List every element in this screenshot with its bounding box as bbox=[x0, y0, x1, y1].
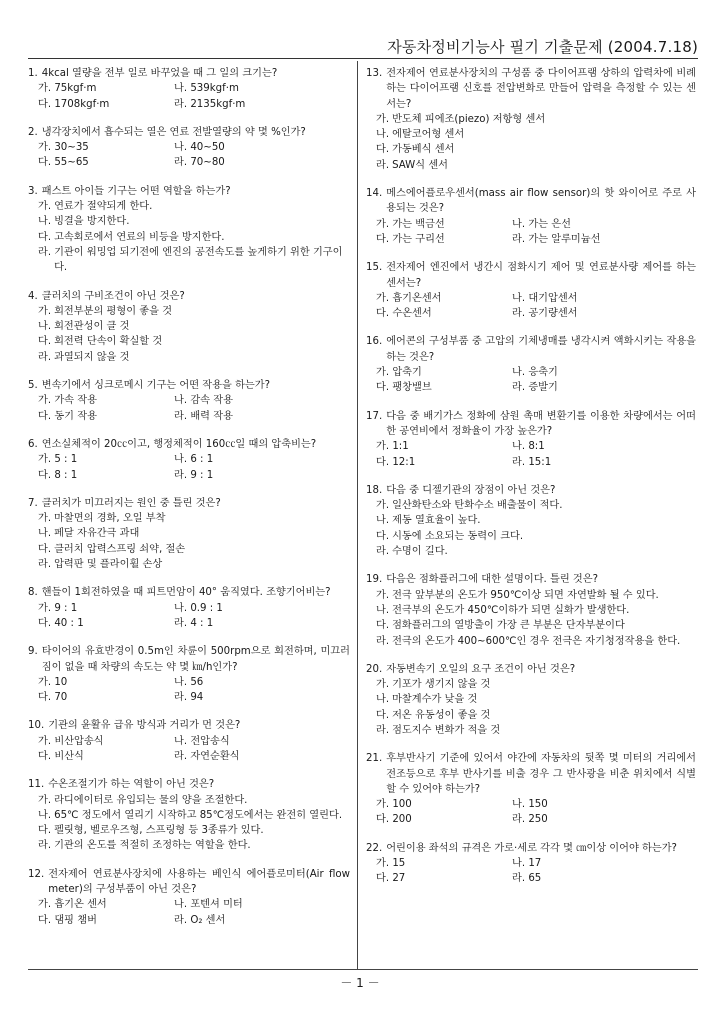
answer-option bbox=[366, 498, 696, 513]
question-item bbox=[366, 186, 696, 247]
option-row bbox=[28, 913, 350, 928]
option-label: 가. bbox=[376, 679, 390, 691]
question-number: 5. bbox=[28, 380, 38, 392]
question-item bbox=[28, 125, 350, 171]
option-label: 라. bbox=[376, 159, 390, 171]
answer-option: 다. 55~65 bbox=[38, 157, 89, 169]
answer-option bbox=[28, 230, 350, 245]
option-text: 회전력 단속이 확실할 것 bbox=[54, 336, 163, 348]
answer-option: 나. 0.9 : 1 bbox=[174, 602, 223, 614]
answer-option bbox=[366, 618, 696, 633]
question-text: 전자제어 연료분사장치에 사용하는 베인식 에어플로미터(Air flow meter)의 구성부품이 아닌 것은? bbox=[48, 868, 350, 896]
answer-option: 다. 1708kgf·m bbox=[38, 98, 110, 110]
answer-option bbox=[366, 603, 696, 618]
header-rule bbox=[28, 58, 698, 59]
option-label: 가. bbox=[376, 113, 390, 125]
question-text-row bbox=[28, 289, 350, 304]
question-number: 10. bbox=[28, 720, 45, 732]
question-text-row bbox=[28, 125, 350, 140]
question-number: 17. bbox=[366, 410, 383, 422]
answer-option bbox=[366, 127, 696, 142]
option-text: 기관의 온도를 적절히 조정하는 역할을 한다. bbox=[54, 840, 251, 852]
option-label: 나. bbox=[38, 216, 52, 228]
option-text: 기관이 워밍업 되기전에 엔진의 공전속도를 높게하기 위한 기구이다. bbox=[54, 246, 343, 274]
option-text: 제동 열효율이 높다. bbox=[392, 515, 481, 527]
question-text-row bbox=[366, 409, 696, 440]
question-text: 클러치의 구비조건이 아닌 것은? bbox=[41, 290, 185, 302]
option-text: 점도지수 변화가 적을 것 bbox=[392, 724, 501, 736]
answer-option: 라. 70~80 bbox=[174, 157, 225, 169]
question-text-row bbox=[366, 572, 696, 587]
option-label: 가. bbox=[376, 500, 390, 512]
question-text: 에어콘의 구성부품 중 고압의 기체냉매를 냉각시켜 액화시키는 작용을 하는 것은? bbox=[386, 336, 696, 363]
answer-option bbox=[366, 529, 696, 544]
option-text: 페달 자유간극 과대 bbox=[54, 528, 140, 540]
question-item bbox=[28, 289, 350, 365]
option-row bbox=[28, 897, 350, 912]
answer-option bbox=[28, 199, 350, 214]
answer-option: 라. 4 : 1 bbox=[174, 617, 214, 629]
question-number: 2. bbox=[28, 126, 38, 138]
answer-option: 가. 5 : 1 bbox=[38, 454, 78, 466]
question-item bbox=[28, 496, 350, 572]
question-text-row bbox=[28, 644, 350, 675]
question-number: 9. bbox=[28, 646, 38, 658]
option-text: 수명이 길다. bbox=[392, 546, 448, 558]
question-number: 12. bbox=[28, 868, 45, 880]
answer-option: 가. 압축기 bbox=[376, 367, 422, 379]
question-text: 전자제어 연료분사장치의 구성품 중 다이어프램 상하의 압력차에 비례하는 다이어프램 신호를 전압변화로 만들어 압력을 측정할 수 있는 센서는? bbox=[386, 68, 696, 110]
answer-option bbox=[366, 634, 696, 649]
question-number: 18. bbox=[366, 484, 383, 496]
question-text-row bbox=[366, 260, 696, 291]
answer-option bbox=[28, 511, 350, 526]
option-text: 65℃ 정도에서 열리기 시작하고 85℃정도에서는 완전히 열린다. bbox=[54, 809, 343, 821]
option-label: 나. bbox=[38, 809, 52, 821]
option-label: 가. bbox=[38, 513, 52, 525]
answer-option: 라. 94 bbox=[174, 692, 204, 704]
option-text: 펠릿형, 벨로우즈형, 스프링형 등 3종류가 있다. bbox=[54, 825, 264, 837]
question-text: 다음 중 디젤기관의 장점이 아닌 것은? bbox=[386, 484, 556, 496]
option-text: 라디에이터로 유입되는 물의 양을 조절한다. bbox=[54, 794, 248, 806]
page-number: － 1 － bbox=[340, 976, 380, 990]
answer-option: 다. 댐핑 챔버 bbox=[38, 914, 97, 926]
question-item bbox=[366, 409, 696, 470]
answer-option: 가. 75kgf·m bbox=[38, 83, 97, 95]
answer-option: 가. 30~35 bbox=[38, 142, 89, 154]
option-text: 회전부분의 평형이 좋을 것 bbox=[54, 305, 173, 317]
option-text: 전극의 온도가 400~600℃인 경우 전극은 자기청정작용을 한다. bbox=[392, 635, 681, 647]
answer-option bbox=[28, 214, 350, 229]
question-number: 6. bbox=[28, 438, 38, 450]
answer-option bbox=[366, 112, 696, 127]
option-text: 전극부의 온도가 450℃이하가 되면 실화가 발생한다. bbox=[392, 604, 630, 616]
answer-option: 다. 12:1 bbox=[376, 456, 416, 468]
answer-option bbox=[366, 692, 696, 707]
option-row bbox=[28, 601, 350, 616]
option-label: 가. bbox=[38, 201, 52, 213]
option-row bbox=[28, 468, 350, 483]
option-row bbox=[366, 856, 696, 871]
answer-option bbox=[28, 838, 350, 853]
question-item bbox=[366, 841, 696, 887]
answer-option bbox=[28, 823, 350, 838]
option-label: 라. bbox=[38, 246, 52, 258]
question-text-row bbox=[28, 718, 350, 733]
answer-option bbox=[28, 304, 350, 319]
option-row bbox=[366, 797, 696, 812]
option-row bbox=[28, 452, 350, 467]
option-label: 다. bbox=[38, 543, 52, 555]
option-text: 반도체 피에조(piezo) 저항형 센서 bbox=[392, 113, 546, 125]
option-label: 다. bbox=[38, 231, 52, 243]
option-label: 나. bbox=[38, 321, 52, 333]
answer-option bbox=[366, 588, 696, 603]
option-row bbox=[28, 409, 350, 424]
option-label: 나. bbox=[376, 129, 390, 141]
answer-option: 나. 대기압센서 bbox=[512, 292, 578, 304]
question-text-row bbox=[366, 483, 696, 498]
question-text: 연소실체적이 20㏄이고, 행정체적이 160㏄일 때의 압축비는? bbox=[41, 438, 317, 450]
option-row bbox=[366, 217, 696, 232]
option-text: 고속회로에서 연료의 비등을 방지한다. bbox=[54, 231, 225, 243]
question-text: 어린이용 좌석의 규격은 가로·세로 각각 몇 ㎝이상 이어야 하는가? bbox=[386, 842, 677, 854]
answer-option: 라. 65 bbox=[512, 873, 542, 885]
answer-option: 다. 27 bbox=[376, 873, 406, 885]
answer-option bbox=[28, 793, 350, 808]
answer-option: 다. 8 : 1 bbox=[38, 469, 78, 481]
question-text-row bbox=[366, 186, 696, 217]
option-label: 가. bbox=[376, 589, 390, 601]
question-item bbox=[28, 777, 350, 853]
option-row bbox=[366, 455, 696, 470]
answer-option bbox=[28, 542, 350, 557]
option-text: 마찰계수가 낮을 것 bbox=[392, 694, 478, 706]
answer-option: 라. 공기량센서 bbox=[512, 308, 578, 320]
question-number: 14. bbox=[366, 188, 383, 200]
answer-option: 다. 가는 구리선 bbox=[376, 233, 445, 245]
question-number: 1. bbox=[28, 68, 38, 79]
question-item bbox=[366, 662, 696, 738]
option-row bbox=[366, 232, 696, 247]
answer-option: 다. 팽창밸브 bbox=[376, 382, 432, 394]
option-text: SAW식 센서 bbox=[392, 159, 448, 171]
question-text: 클러치가 미끄러지는 원인 중 틀린 것은? bbox=[41, 497, 221, 509]
answer-option: 가. 10 bbox=[38, 676, 68, 688]
option-label: 라. bbox=[376, 546, 390, 558]
option-row bbox=[28, 690, 350, 705]
answer-option bbox=[366, 723, 696, 738]
option-label: 가. bbox=[38, 305, 52, 317]
option-text: 일산화탄소와 탄화수소 배출물이 적다. bbox=[392, 500, 563, 512]
answer-option: 가. 100 bbox=[376, 799, 412, 811]
option-label: 다. bbox=[38, 336, 52, 348]
question-item bbox=[366, 260, 696, 321]
answer-option bbox=[28, 808, 350, 823]
question-item bbox=[366, 334, 696, 395]
option-text: 점화플러그의 열방출이 가장 큰 부분은 단자부분이다 bbox=[392, 620, 625, 632]
answer-option bbox=[366, 142, 696, 157]
option-label: 다. bbox=[38, 825, 52, 837]
answer-option: 가. 흡기온센서 bbox=[376, 292, 442, 304]
question-item bbox=[28, 644, 350, 705]
question-item bbox=[366, 572, 696, 648]
option-text: 전극 앞부분의 온도가 950℃이상 되면 자연발화 될 수 있다. bbox=[392, 589, 659, 601]
question-item bbox=[28, 585, 350, 631]
answer-option: 나. 539kgf·m bbox=[174, 83, 239, 95]
option-label: 가. bbox=[38, 794, 52, 806]
answer-option: 가. 비산압송식 bbox=[38, 735, 104, 747]
option-label: 다. bbox=[376, 530, 390, 542]
question-item bbox=[28, 718, 350, 764]
option-row bbox=[28, 675, 350, 690]
option-label: 라. bbox=[376, 635, 390, 647]
right-column bbox=[366, 66, 696, 900]
question-number: 21. bbox=[366, 753, 383, 765]
question-number: 13. bbox=[366, 68, 383, 79]
option-label: 나. bbox=[38, 528, 52, 540]
option-row bbox=[366, 306, 696, 321]
question-text-row bbox=[28, 437, 350, 452]
option-row bbox=[28, 616, 350, 631]
question-item bbox=[28, 184, 350, 276]
question-number: 7. bbox=[28, 497, 38, 509]
option-row bbox=[366, 365, 696, 380]
answer-option: 나. 가는 은선 bbox=[512, 218, 571, 230]
answer-option: 라. 250 bbox=[512, 814, 548, 826]
answer-option: 나. 포텐셔 미터 bbox=[174, 899, 243, 911]
question-text-row bbox=[366, 841, 696, 856]
answer-option bbox=[366, 158, 696, 173]
option-label: 나. bbox=[376, 604, 390, 616]
question-number: 11. bbox=[28, 779, 45, 791]
option-row bbox=[28, 81, 350, 96]
answer-option: 나. 150 bbox=[512, 799, 548, 811]
option-row bbox=[366, 380, 696, 395]
question-item bbox=[366, 483, 696, 559]
answer-option: 라. 15:1 bbox=[512, 456, 552, 468]
answer-option: 나. 17 bbox=[512, 858, 542, 870]
option-text: 클러치 압력스프링 쇠약, 절손 bbox=[54, 543, 186, 555]
question-number: 3. bbox=[28, 185, 38, 197]
answer-option: 가. 가속 작용 bbox=[38, 395, 97, 407]
option-text: 빙결을 방지한다. bbox=[54, 216, 130, 228]
option-row bbox=[28, 97, 350, 112]
option-label: 나. bbox=[376, 515, 390, 527]
question-text: 메스에어플로우센서(mass air flow sensor)의 핫 와이어로 주로 사용되는 것은? bbox=[386, 188, 696, 215]
question-text: 기관의 윤활유 급유 방식과 거리가 먼 것은? bbox=[48, 720, 241, 732]
option-row bbox=[28, 155, 350, 170]
question-text: 패스트 아이들 기구는 어떤 역할을 하는가? bbox=[41, 185, 231, 197]
option-text: 에탈코어형 센서 bbox=[392, 129, 465, 141]
question-item bbox=[366, 66, 696, 173]
answer-option bbox=[28, 245, 350, 276]
answer-option: 가. 흡기온 센서 bbox=[38, 899, 107, 911]
question-text-row bbox=[366, 662, 696, 677]
question-text-row bbox=[366, 751, 696, 797]
answer-option: 라. 9 : 1 bbox=[174, 469, 214, 481]
answer-option bbox=[366, 708, 696, 723]
option-row bbox=[28, 734, 350, 749]
question-text-row bbox=[28, 378, 350, 393]
question-text-row bbox=[28, 66, 350, 81]
option-text: 압력판 및 플라이휠 손상 bbox=[54, 559, 163, 571]
option-text: 기포가 생기지 않을 것 bbox=[392, 679, 491, 691]
answer-option: 나. 전압송식 bbox=[174, 735, 230, 747]
question-number: 22. bbox=[366, 842, 383, 854]
answer-option bbox=[28, 350, 350, 365]
option-text: 회전관성이 클 것 bbox=[54, 321, 130, 333]
answer-option: 다. 수온센서 bbox=[376, 308, 432, 320]
question-text: 다음은 점화플러그에 대한 설명이다. 틀린 것은? bbox=[386, 574, 599, 586]
column-divider bbox=[357, 61, 358, 969]
page-title: 자동차정비기능사 필기 기출문제 (2004.7.18) bbox=[387, 38, 698, 56]
option-text: 가동베식 센서 bbox=[392, 144, 455, 156]
option-row bbox=[28, 140, 350, 155]
answer-option: 다. 200 bbox=[376, 814, 412, 826]
option-text: 저온 유동성이 좋을 것 bbox=[392, 709, 491, 721]
answer-option: 라. 가는 알루미늄선 bbox=[512, 233, 601, 245]
option-row bbox=[28, 393, 350, 408]
answer-option: 라. 자연순환식 bbox=[174, 750, 240, 762]
option-label: 라. bbox=[38, 351, 52, 363]
option-row bbox=[366, 812, 696, 827]
answer-option bbox=[28, 319, 350, 334]
question-item bbox=[28, 437, 350, 483]
option-label: 다. bbox=[376, 709, 390, 721]
question-text: 자동변속기 오일의 요구 조건이 아닌 것은? bbox=[386, 663, 576, 675]
answer-option: 가. 1:1 bbox=[376, 441, 409, 453]
question-text-row bbox=[366, 334, 696, 365]
answer-option: 다. 70 bbox=[38, 692, 68, 704]
question-text: 다음 중 배기가스 정화에 삼원 촉매 변환기를 이용한 차량에서는 어떠한 공연비에서 정화율이 가장 높은가? bbox=[386, 410, 696, 437]
question-text: 변속기에서 싱크로메시 기구는 어떤 작용을 하는가? bbox=[41, 380, 270, 392]
answer-option: 나. 56 bbox=[174, 676, 204, 688]
question-text: 타이어의 유효반경이 0.5m인 차륜이 500rpm으로 회전하며, 미끄러짐이 없을 때 차량의 속도는 약 몇 ㎞/h인가? bbox=[41, 646, 350, 673]
option-row bbox=[28, 749, 350, 764]
option-label: 라. bbox=[38, 559, 52, 571]
question-number: 19. bbox=[366, 574, 383, 586]
answer-option: 가. 가는 백금선 bbox=[376, 218, 445, 230]
question-item bbox=[28, 378, 350, 424]
answer-option bbox=[366, 544, 696, 559]
answer-option bbox=[28, 526, 350, 541]
option-row bbox=[366, 871, 696, 886]
option-text: 연료가 절약되게 한다. bbox=[54, 201, 153, 213]
question-text: 냉각장치에서 흡수되는 열은 연료 전발열량의 약 몇 %인가? bbox=[41, 126, 306, 138]
option-label: 다. bbox=[376, 144, 390, 156]
question-item bbox=[28, 867, 350, 928]
question-text-row bbox=[28, 184, 350, 199]
left-column bbox=[28, 66, 350, 941]
question-text-row bbox=[366, 66, 696, 112]
option-label: 라. bbox=[376, 724, 390, 736]
answer-option: 나. 응축기 bbox=[512, 367, 558, 379]
question-number: 20. bbox=[366, 663, 383, 675]
option-label: 라. bbox=[38, 840, 52, 852]
question-text-row bbox=[28, 585, 350, 600]
question-item bbox=[28, 66, 350, 112]
answer-option bbox=[366, 513, 696, 528]
question-text: 핸들이 1회전하였을 때 피트먼암이 40° 움직였다. 조향기어비는? bbox=[41, 587, 331, 599]
answer-option: 가. 15 bbox=[376, 858, 406, 870]
footer-rule bbox=[28, 969, 698, 970]
answer-option bbox=[28, 557, 350, 572]
answer-option: 다. 40 : 1 bbox=[38, 617, 84, 629]
answer-option: 다. 비산식 bbox=[38, 750, 84, 762]
answer-option: 나. 8:1 bbox=[512, 441, 545, 453]
option-row bbox=[366, 291, 696, 306]
question-text-row bbox=[28, 777, 350, 792]
question-text: 수온조절기가 하는 역할이 아닌 것은? bbox=[48, 779, 215, 791]
question-number: 8. bbox=[28, 587, 38, 599]
question-number: 16. bbox=[366, 336, 383, 348]
option-label: 나. bbox=[376, 694, 390, 706]
option-text: 시동에 소요되는 동력이 크다. bbox=[392, 530, 524, 542]
option-text: 마찰면의 경화, 오일 부착 bbox=[54, 513, 166, 525]
answer-option bbox=[28, 334, 350, 349]
option-row bbox=[366, 439, 696, 454]
answer-option: 다. 동기 작용 bbox=[38, 410, 97, 422]
answer-option: 가. 9 : 1 bbox=[38, 602, 78, 614]
answer-option bbox=[366, 677, 696, 692]
question-number: 15. bbox=[366, 262, 383, 274]
question-text-row bbox=[28, 867, 350, 898]
option-text: 과열되지 않을 것 bbox=[54, 351, 130, 363]
question-item bbox=[366, 751, 696, 827]
answer-option: 라. 배력 작용 bbox=[174, 410, 233, 422]
question-text-row bbox=[28, 496, 350, 511]
answer-option: 라. 증발기 bbox=[512, 382, 558, 394]
question-number: 4. bbox=[28, 290, 38, 302]
question-text: 후부반사기 기준에 있어서 야간에 자동차의 뒷쪽 몇 미터의 거리에서 전조등으로 후부 반사기를 비출 경우 그 반사광을 비춘 위치에서 식별할 수 있어야 하는가? bbox=[386, 753, 696, 795]
answer-option: 라. O₂ 센서 bbox=[174, 914, 226, 926]
question-text: 전자제어 엔진에서 냉간시 점화시기 제어 및 연료분사량 제어를 하는 센서는? bbox=[386, 262, 696, 289]
answer-option: 라. 2135kgf·m bbox=[174, 98, 246, 110]
answer-option: 나. 6 : 1 bbox=[174, 454, 214, 466]
option-label: 다. bbox=[376, 620, 390, 632]
answer-option: 나. 40~50 bbox=[174, 142, 225, 154]
answer-option: 나. 감속 작용 bbox=[174, 395, 233, 407]
question-text: 4kcal 열량을 전부 일로 바꾸었을 때 그 일의 크기는? bbox=[41, 68, 278, 79]
